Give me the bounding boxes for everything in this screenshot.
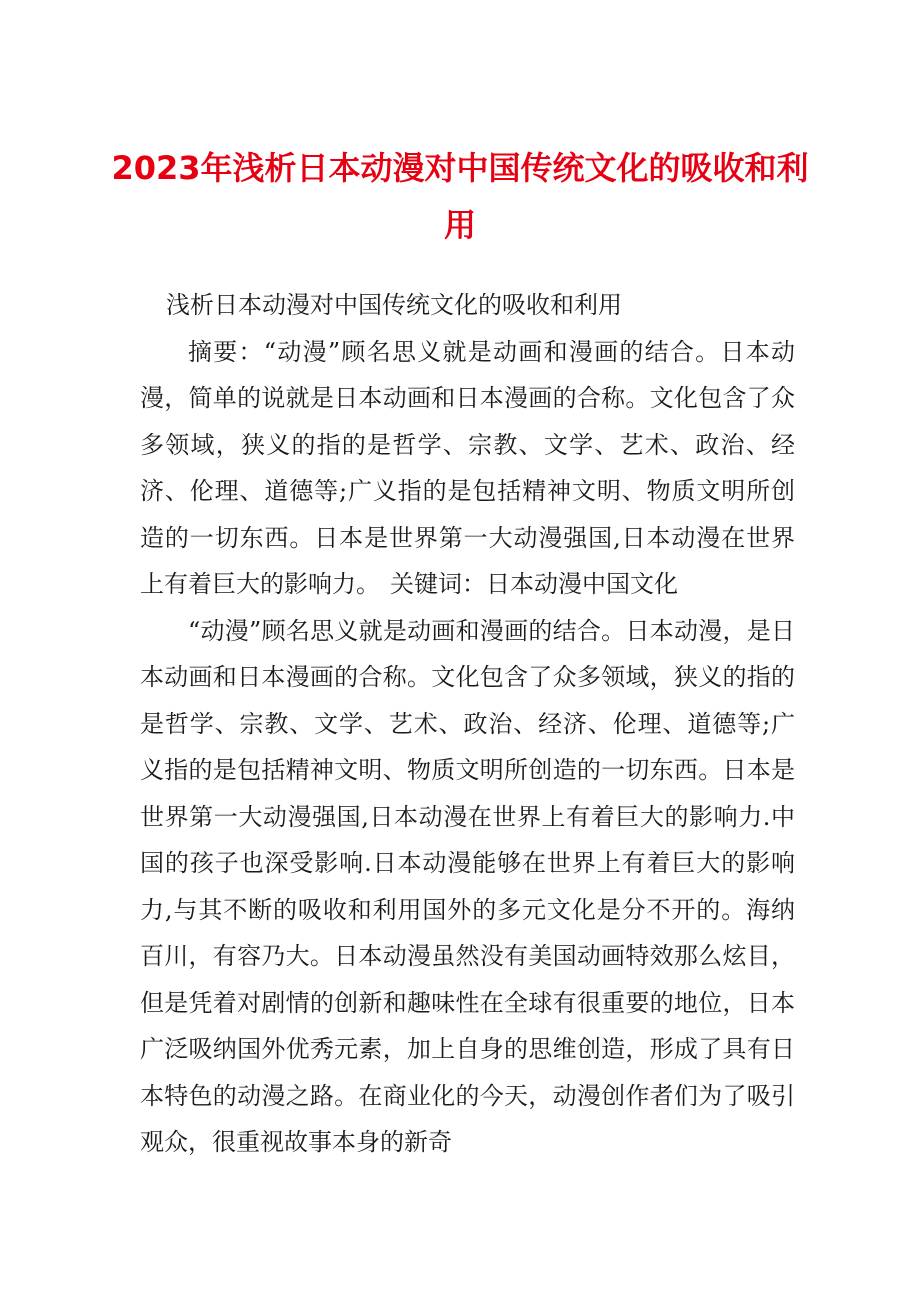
document-body xyxy=(140,282,795,1166)
abstract-text: 摘要：“动漫”顾名思义就是动画和漫画的结合。日本动漫，简单的说就是日本动画和日本漫画的合称。文化包含了众多领域，狭义的指的是哲学、宗教、文学、艺术、政治、经济、伦理、道德等;广义指的是包括精神文明、物质文明所创造的一切东西。日本是世界第一大动漫强国,日本动漫在世界上有着巨大的影响力。 xyxy=(140,337,795,598)
keywords-text: 关键词：日本动漫中国文化 xyxy=(390,570,678,598)
document-subtitle: 浅析日本动漫对中国传统文化的吸收和利用 xyxy=(166,291,622,319)
document-title: 2023年浅析日本动漫对中国传统文化的吸收和利用 xyxy=(111,149,809,244)
body-paragraph: “动漫”顾名思义就是动画和漫画的结合。日本动漫，是日本动画和日本漫画的合称。文化包含了众多领域，狭义的指的是哲学、宗教、文学、艺术、政治、经济、伦理、道德等;广义指的是包括精神文明、物质文明所创造的一切东西。日本是世界第一大动漫强国,日本动漫在世界上有着巨大的影响力.中国的孩子也深受影响.日本动漫能够在世界上有着巨大的影响力,与其不断的吸收和利用国外的多元文化是分不开的。海纳百川，有容乃大。日本动漫虽然没有美国动画特效那么炫目，但是凭着对剧情的创新和趣味性在全球有很重要的地位，日本广泛吸纳国外优秀元素，加上自身的思维创造，形成了具有日本特色的动漫之路。在商业化的今天，动漫创作者们为了吸引观众，很重视故事本身的新奇 xyxy=(140,616,795,1156)
abstract-paragraph xyxy=(140,329,795,608)
